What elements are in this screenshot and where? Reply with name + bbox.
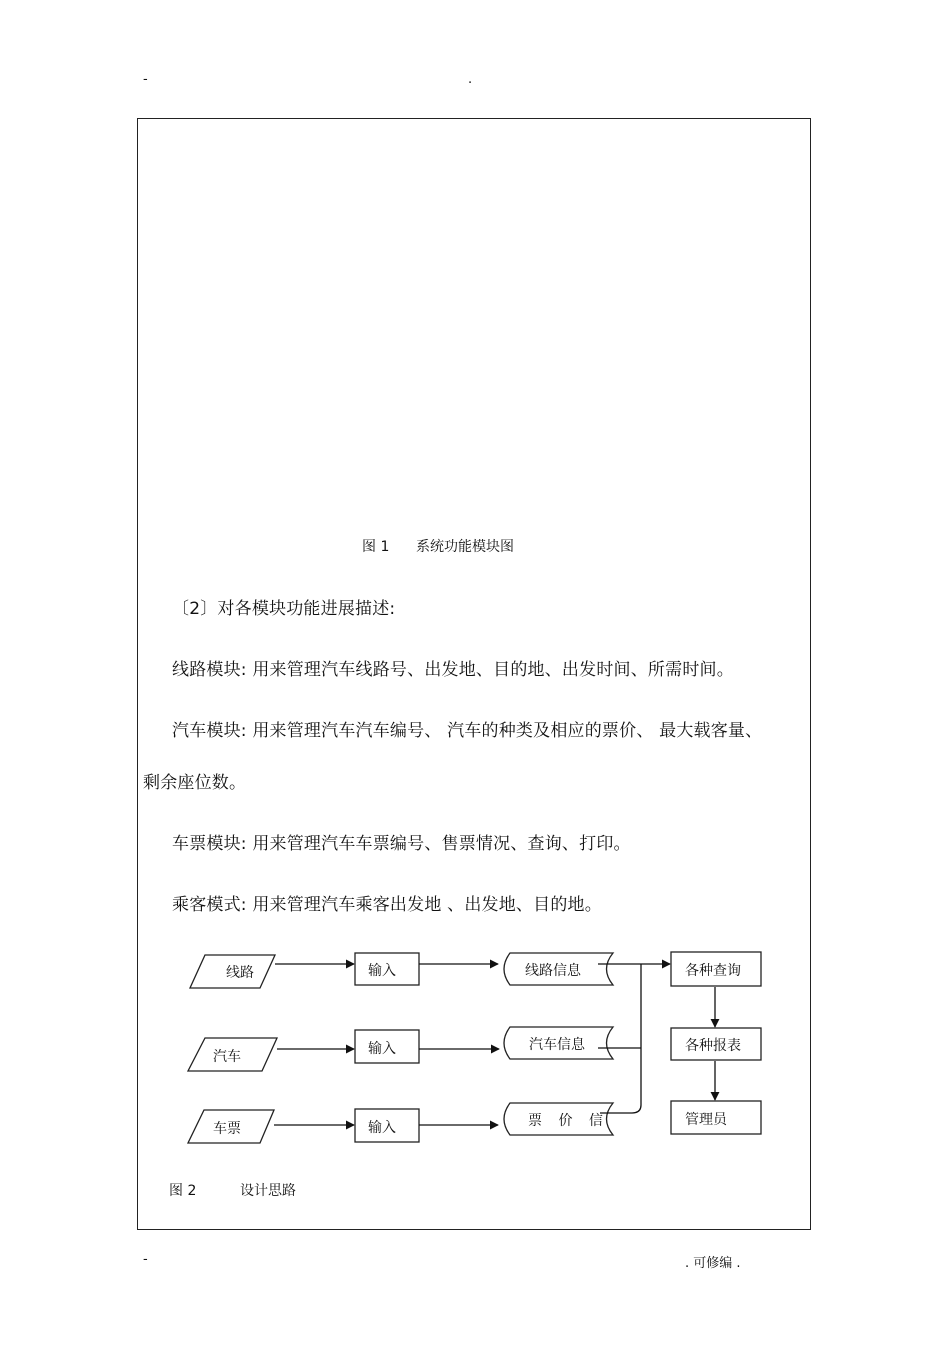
figure1-title: 系统功能模块图: [416, 539, 514, 555]
output-label-report: 各种报表: [685, 1038, 741, 1054]
output-label-admin: 管理员: [685, 1112, 727, 1128]
input-label-car: 汽车: [213, 1049, 241, 1065]
car-module-text-continued: 剩余座位数。: [143, 773, 247, 793]
figure1-label: 图 1: [362, 539, 390, 555]
output-label-query: 各种查询: [685, 963, 741, 979]
store-label-price: 票 价 信: [528, 1113, 609, 1129]
input-label-route: 线路: [226, 965, 254, 981]
store-label-route: 线路信息: [525, 963, 581, 979]
ticket-module-text: 车票模块: 用来管理汽车车票编号、售票情况、查询、打印。: [172, 834, 631, 854]
store-label-car: 汽车信息: [529, 1037, 585, 1053]
line-price-store-to-bus: [600, 1105, 641, 1113]
process-label-route: 输入: [368, 963, 396, 979]
header-left-mark: -: [143, 72, 148, 87]
design-flowchart: [180, 945, 780, 1150]
footer-right-text: . 可修编 .: [685, 1256, 741, 1271]
car-module-text: 汽车模块: 用来管理汽车汽车编号、 汽车的种类及相应的票价、 最大载客量、: [172, 721, 763, 741]
process-label-car: 输入: [368, 1041, 396, 1057]
input-label-ticket: 车票: [213, 1121, 241, 1137]
figure2-label: 图 2: [169, 1183, 197, 1199]
footer-left-mark: -: [143, 1252, 148, 1267]
route-module-text: 线路模块: 用来管理汽车线路号、出发地、目的地、出发时间、所需时间。: [172, 660, 734, 680]
figure2-title: 设计思路: [240, 1183, 296, 1199]
header-center-mark: .: [468, 72, 473, 87]
process-label-ticket: 输入: [368, 1120, 396, 1136]
passenger-module-text: 乘客模式: 用来管理汽车乘客出发地 、出发地、目的地。: [172, 895, 602, 915]
section-heading: 〔2〕对各模块功能进展描述:: [172, 599, 396, 619]
